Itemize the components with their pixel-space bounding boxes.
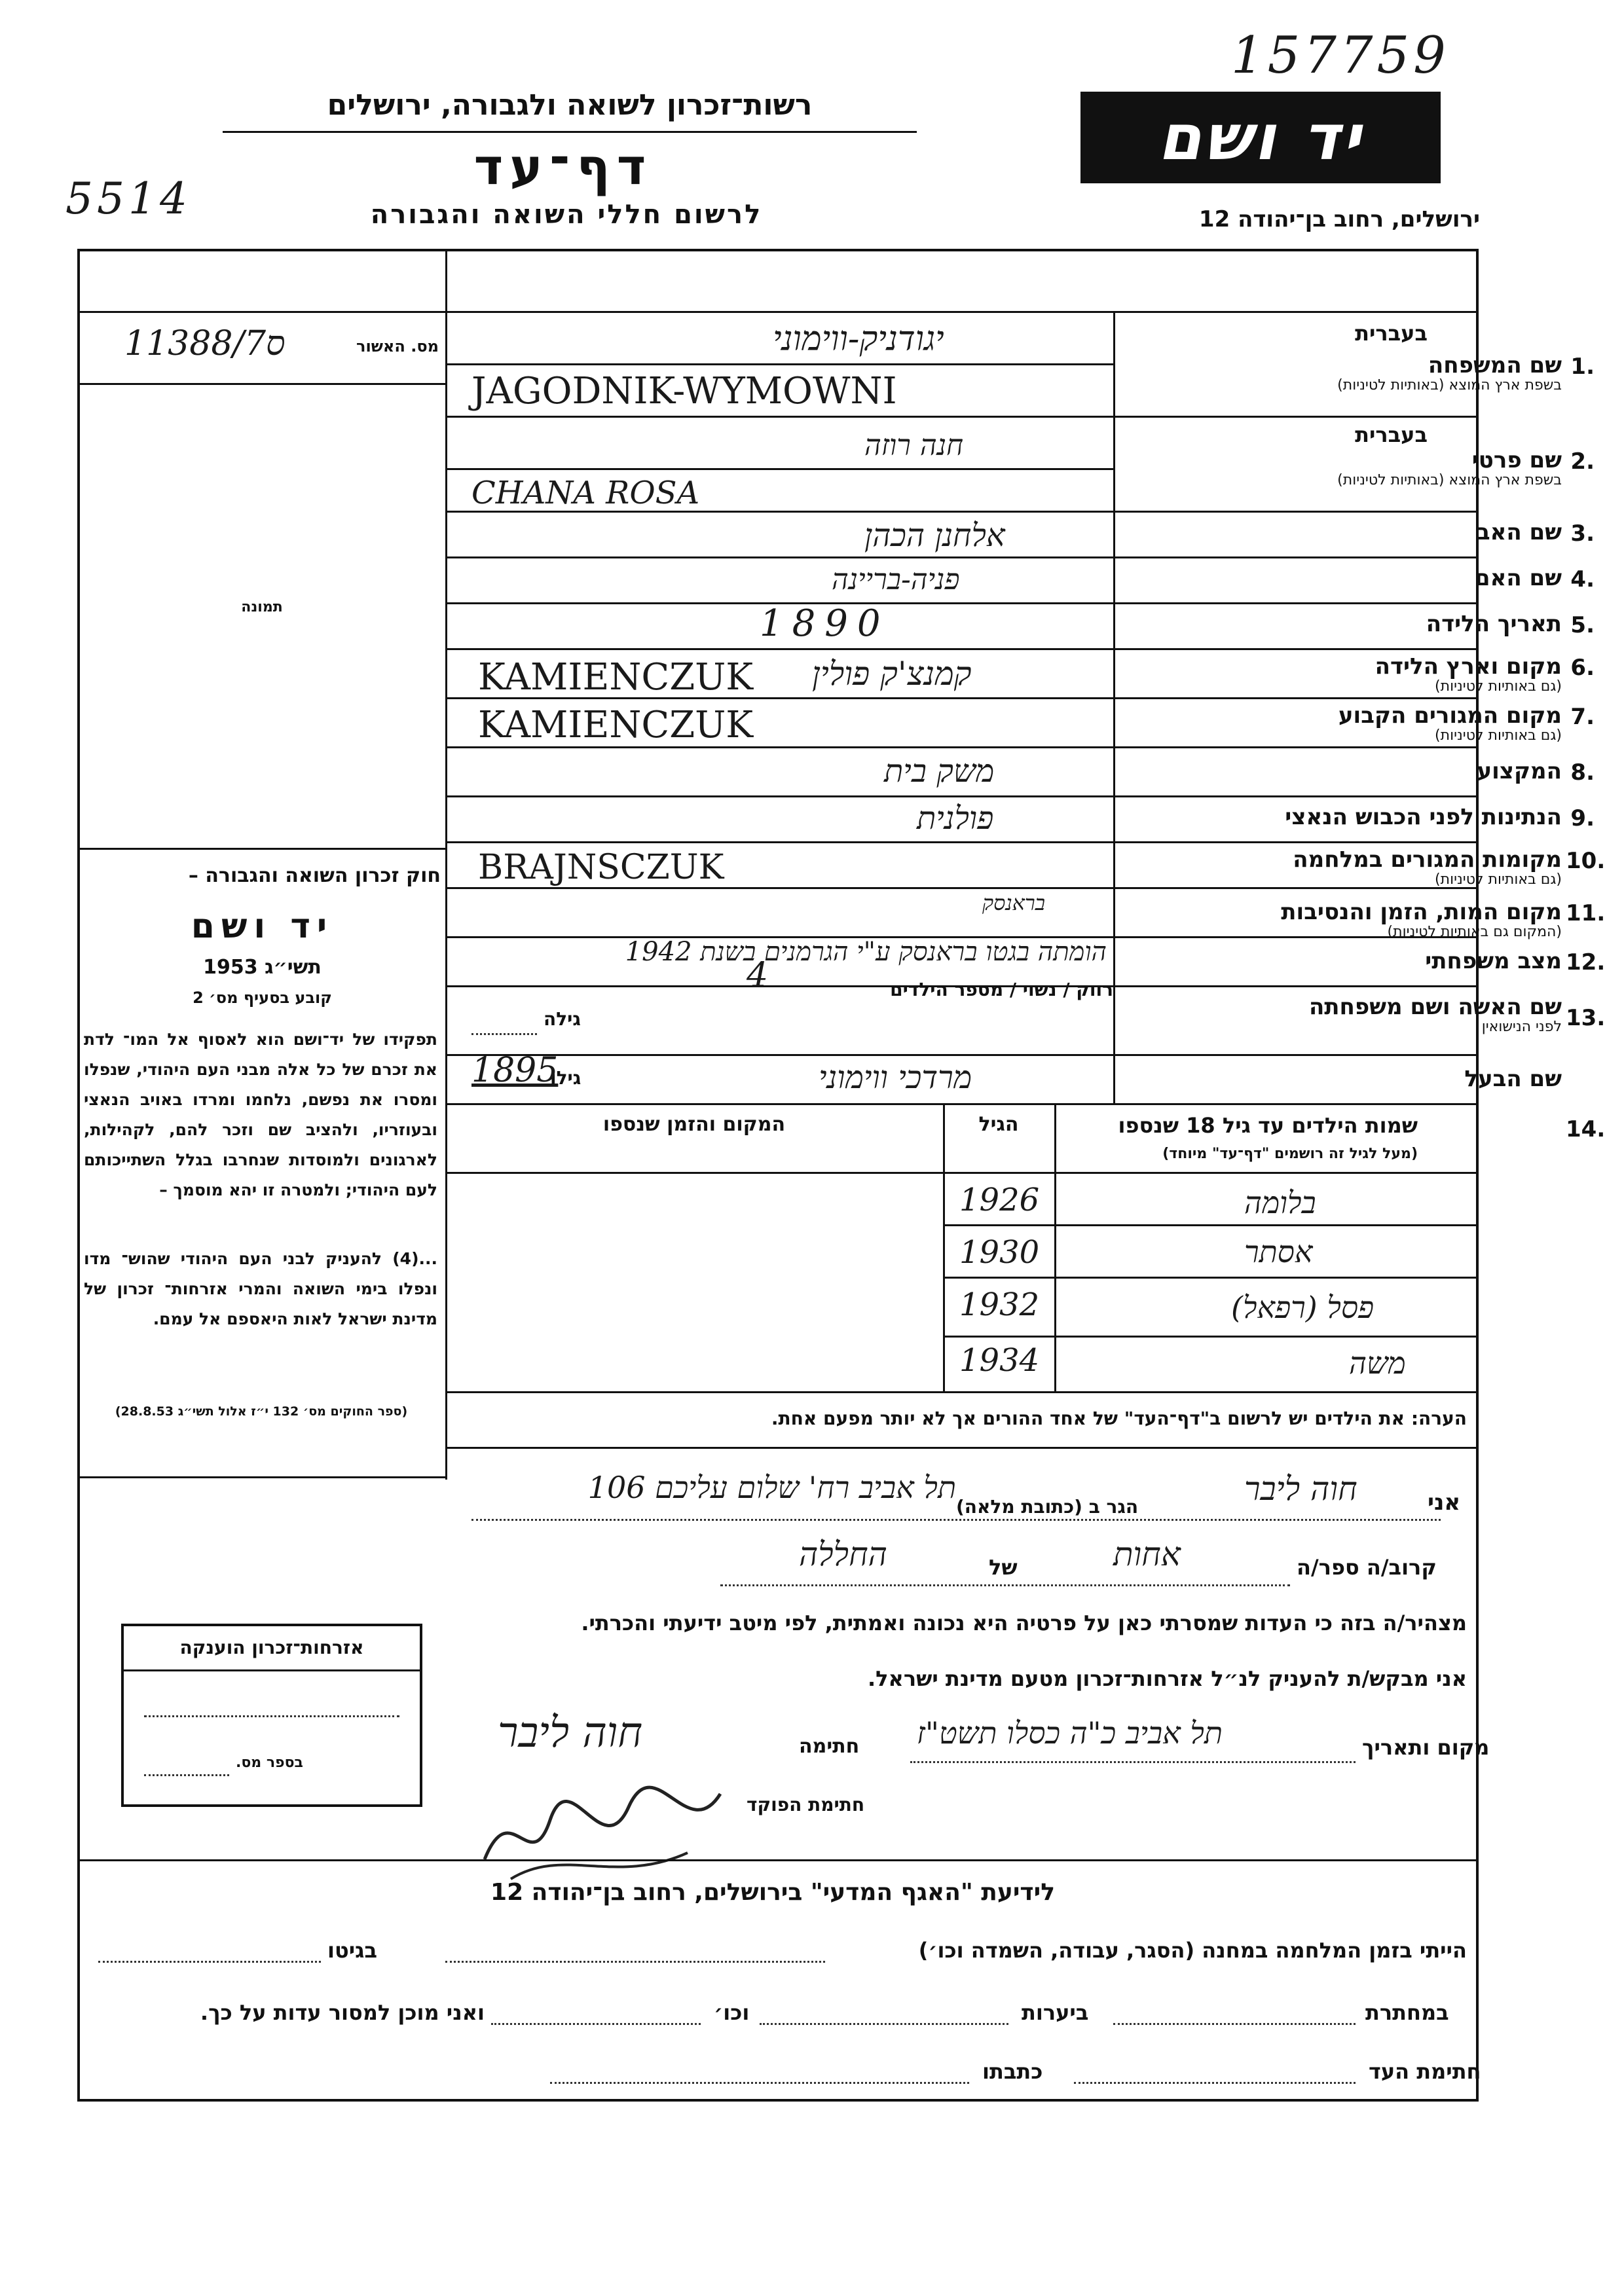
declarant-name[interactable]: חוה ליבר — [1244, 1470, 1357, 1508]
labels-divider — [1113, 311, 1115, 1103]
approval-label: מס. האשור — [356, 337, 439, 355]
field-10-num: 10. — [1566, 848, 1606, 874]
footer-camp-line-1: הייתי בזמן המלחמה במחנה (הסגר, עבודה, השמדה וכו׳) — [918, 1938, 1467, 1963]
approval-value: 11388/7ס — [124, 324, 286, 363]
certificate-line-1 — [144, 1715, 399, 1717]
row-8-divider — [445, 795, 1479, 797]
field-12-num: 12. — [1566, 949, 1606, 975]
row-2a-divider — [445, 468, 1113, 470]
footer-address-label: כתבתו — [982, 2059, 1043, 2084]
law-text-2: ...(4) להעניק לבני העם היהודי שהוש־ מדו ונפלו בימי השואה והמרי אזרחות־ זכרון של מדינת ישראל לאות היאספם אל עמם. — [84, 1249, 437, 1328]
field-9-label: הנתינות לפני הכבוש הנאצי — [1285, 804, 1562, 830]
field-5-num: 5. — [1570, 612, 1595, 638]
declarant-relation[interactable]: אחות — [1113, 1535, 1181, 1573]
children-num: 14. — [1566, 1116, 1606, 1142]
note-top-divider — [445, 1391, 1479, 1393]
law-reference: קובע בסעיף מס׳ 2 — [193, 989, 332, 1007]
photo-box-top — [77, 383, 445, 385]
footer-divider — [77, 1859, 1479, 1861]
children-subtitle: (מעל לגיל זה רושמים "דף־עד" מיוחד) — [1162, 1146, 1418, 1162]
footer-witness-sig-dots — [1074, 2082, 1356, 2084]
footer-info: לידיעת "האגף המדעי" בירושלים, רחוב בן־יהודה 12 — [490, 1879, 1055, 1906]
row-5-divider — [445, 648, 1479, 650]
declarant-of-label: של — [989, 1555, 1018, 1580]
row-4-divider — [445, 602, 1479, 604]
field-1-latin-value[interactable]: JAGODNIK-WYMOWNI — [471, 370, 897, 412]
field-3-value[interactable]: אלחנן הכהן — [864, 517, 1005, 554]
children-col-divider-2 — [1054, 1103, 1056, 1391]
declaration-text: מצהיר/ה בזה כי העדות שמסרתי כאן על פרטיה היא נכונה ואמתית, לפי מיטב ידיעתי והכרתי. — [581, 1611, 1467, 1635]
certificate-number-label: בספר מס. — [236, 1755, 303, 1771]
certificate-number-line — [144, 1774, 229, 1776]
husband-value[interactable]: מרדכי ווימוני — [819, 1059, 972, 1096]
request-text: אני מבקש/ת להעניק לנ״ל אזרחות־זכרון מטעם מדינת ישראל. — [868, 1666, 1467, 1691]
officer-signature-label: חתימת הפוקד — [747, 1794, 865, 1815]
authority-title: רשות־זכרון לשואה ולגבורה, ירושלים — [327, 88, 813, 122]
footer-underground-label: במחתרת — [1365, 2000, 1449, 2025]
footer-etc-label: וכו׳ — [714, 2000, 750, 2025]
child-age[interactable]: 1926 — [959, 1182, 1040, 1218]
declarant-line-1 — [471, 1519, 1441, 1521]
field-11-num: 11. — [1566, 900, 1606, 926]
logo-text: יד ושם — [1158, 101, 1363, 174]
field-7-label: מקום המגורים הקבוע (גם באותיות לטיניות) — [1338, 702, 1562, 744]
field-12-label: מצב משפחתי — [1425, 948, 1562, 974]
declarant-of-value[interactable]: החללה — [799, 1535, 887, 1573]
side-number: 5514 — [65, 173, 191, 224]
signature-label: חתימה — [799, 1735, 860, 1758]
certificate-title-line — [121, 1669, 422, 1671]
place-date-label: מקום ותאריך — [1362, 1735, 1490, 1760]
field-12-options: רווק / נשוי / מספר הילדים — [890, 979, 1113, 1000]
footer-underground-dots — [1113, 2023, 1356, 2025]
row-13-divider — [445, 1054, 1479, 1056]
field-1-hebrew-value[interactable]: יגודניק-ווימוני — [773, 319, 944, 359]
stamp-number: 157759 — [1231, 26, 1450, 85]
field-2-hebrew-value[interactable]: חנה רוזה — [864, 429, 964, 462]
row-1a-divider — [445, 363, 1113, 365]
child-age[interactable]: 1934 — [959, 1342, 1040, 1379]
field-4-num: 4. — [1570, 566, 1595, 592]
authority-underline — [223, 131, 917, 133]
field-4-value[interactable]: פניה-בריינה — [832, 563, 960, 596]
declarant-address[interactable]: תל אביב רח' שלום עליכם 106 — [587, 1470, 956, 1505]
field-10-latin-value[interactable]: BRAJNSCZUK — [478, 848, 724, 887]
child-name[interactable]: בלומה — [1244, 1185, 1316, 1220]
field-10-hebrew-value[interactable]: בראנסק — [982, 890, 1046, 915]
field-1-num: 1. — [1570, 354, 1595, 380]
child-row-3-divider — [943, 1336, 1479, 1338]
footer-witness-sig-label: חתימת העד — [1369, 2059, 1481, 2084]
husband-label: שם הבעל — [1464, 1066, 1562, 1092]
field-2-num: 2. — [1570, 448, 1595, 475]
field-6-num: 6. — [1570, 655, 1595, 681]
children-header-divider — [445, 1172, 1479, 1174]
field-8-num: 8. — [1570, 759, 1595, 786]
children-col-place: המקום והזמן שנספו — [602, 1113, 786, 1136]
field-13-num: 13. — [1566, 1005, 1606, 1031]
law-title: חוק זכרון השואה והגבורה – — [188, 864, 441, 887]
child-age[interactable]: 1930 — [959, 1234, 1040, 1271]
field-5-value[interactable]: 1890 — [760, 602, 890, 645]
field-13-age-label: גילה — [544, 1008, 581, 1030]
form-subtitle: לרשום חללי השואה והגבורה — [370, 200, 763, 230]
footer-ghetto-dots — [98, 1961, 321, 1963]
note-text: הערה: את הילדים יש לרשום ב"דף־העד" של אחד ההורים אך לא יותר מפעם אחת. — [771, 1408, 1467, 1429]
footer-etc-dots — [491, 2023, 701, 2025]
footer-forests-dots — [760, 2023, 1008, 2025]
child-row-1-divider — [943, 1224, 1479, 1226]
field-3-label: שם האב — [1476, 519, 1562, 545]
certificate-title: אזרחות־זכרון הוענקה — [179, 1637, 364, 1658]
form-title: דף־עד — [473, 137, 653, 196]
husband-age-label: גילו — [550, 1067, 581, 1089]
footer-forests-label: ביערות — [1022, 2000, 1089, 2025]
field-1-label: שם המשפחה בשפת ארץ המוצא (באותיות לטיניות) — [1337, 352, 1562, 394]
logo-address: ירושלים, רחוב בן־יהודה 12 — [1198, 206, 1480, 232]
footer-camp-dots-1 — [445, 1961, 825, 1963]
field-6-label: מקום וארץ הלידה (גם באותיות לטיניות) — [1375, 653, 1562, 695]
note-bottom-divider — [445, 1447, 1479, 1449]
law-source: (ספר החוקים מס׳ 132 י״ז אלול תשי״ג 28.8.53) — [115, 1404, 408, 1419]
child-name[interactable]: משה — [1349, 1345, 1406, 1381]
footer-ghetto-label: בגיטו — [327, 1938, 377, 1963]
declarant-line-2 — [720, 1584, 1290, 1586]
field-2-hebrew-note: בעברית — [1355, 422, 1428, 447]
children-col-divider-1 — [943, 1103, 945, 1391]
row-3-divider — [445, 556, 1479, 558]
husband-age-value[interactable]: 1895 — [471, 1051, 559, 1090]
field-3-num: 3. — [1570, 520, 1595, 547]
declarant-ani-label: אני — [1428, 1489, 1461, 1516]
photo-label: תמונה — [241, 599, 283, 615]
field-10-label: מקומות המגורים במלחמה (גם באותיות לטיניות) — [1293, 847, 1562, 888]
law-year: תשי״ג 1953 — [203, 956, 322, 979]
row-7-divider — [445, 746, 1479, 748]
declarant-resides-label: הגר ב (כתובת מלאה) — [956, 1496, 1139, 1518]
child-name[interactable]: אסתר — [1244, 1234, 1313, 1269]
footer-willing-text: ואני מוכן למסור עדות על כך. — [200, 2000, 485, 2025]
field-7-num: 7. — [1570, 704, 1595, 730]
row-husband-divider — [445, 1103, 1479, 1105]
field-1-hebrew-note: בעברית — [1355, 321, 1428, 346]
field-11-label: מקום המות, הזמן והנסיבות (המקום גם באותיות לטיניות) — [1281, 899, 1562, 941]
officer-signature-scribble — [471, 1768, 747, 1892]
child-age[interactable]: 1932 — [959, 1286, 1040, 1323]
child-name[interactable]: פסל (רפאל) — [1231, 1290, 1375, 1325]
footer-address-dots — [550, 2082, 969, 2084]
left-panel-divider — [445, 249, 447, 1480]
field-5-label: תאריך הלידה — [1426, 611, 1562, 637]
field-2-latin-value[interactable]: CHANA ROSA — [471, 475, 700, 511]
field-4-label: שם האם — [1474, 565, 1562, 591]
field-6-hebrew-value[interactable]: קמנצ'ק פולין — [812, 655, 972, 693]
top-row-divider — [77, 311, 1479, 313]
photo-box-bottom — [77, 848, 445, 850]
place-date-value[interactable]: תל אביב כ"ה כסלו תשט"ז — [917, 1715, 1223, 1751]
row-9-divider — [445, 841, 1479, 843]
declarant-relation-label: קרוב/ה ספר/ה — [1297, 1555, 1437, 1580]
field-8-value[interactable]: משק בית — [884, 753, 995, 790]
field-13-age-line — [471, 1033, 537, 1035]
children-col-age: הגיל — [978, 1113, 1019, 1136]
yad-vashem-logo — [1080, 92, 1441, 183]
children-title: שמות הילדים עד גיל 18 שנספו — [1118, 1113, 1418, 1138]
child-row-2-divider — [943, 1277, 1479, 1279]
place-date-line — [910, 1761, 1356, 1763]
field-6-latin-value[interactable]: KAMIENCZUK — [478, 656, 754, 699]
field-9-value[interactable]: פולנית — [917, 800, 994, 837]
field-13-label: שם האשה ושם משפחתה לפני הנישואין — [1308, 994, 1562, 1036]
row-1-divider — [445, 416, 1479, 418]
field-11-value[interactable]: הומתה בגטו בראנסק ע"י הגרמנים בשנת 1942 — [625, 937, 1107, 967]
left-panel-bottom — [77, 1476, 445, 1478]
law-text-1: תפקידו של יד־ושם הוא לאסוף אל המו־ לדת את זכרם של כל אלה מבני העם היהודי, שנפלו ומסרו את נפשם, נלחמו ומרדו באויב הנאצי ובעוזריו, ולהציב שם וזכר להם, לקהילות, לארגונים ולמוסדות שנחרבו בגלל השתייכותם לעם היהודי; ולמטרה זו יהא מוסמך – — [84, 1030, 437, 1199]
law-name: יד ושם — [191, 907, 334, 946]
field-2-label: שם פרטי בשפת ארץ המוצא (באותיות לטיניות) — [1337, 447, 1562, 489]
field-8-label: המקצוע — [1477, 758, 1562, 784]
field-9-num: 9. — [1570, 805, 1595, 831]
field-7-latin-value[interactable]: KAMIENCZUK — [478, 704, 754, 746]
field-12-children-count[interactable]: 4 — [747, 956, 769, 995]
signature-value[interactable]: חוה ליבר — [498, 1709, 643, 1757]
